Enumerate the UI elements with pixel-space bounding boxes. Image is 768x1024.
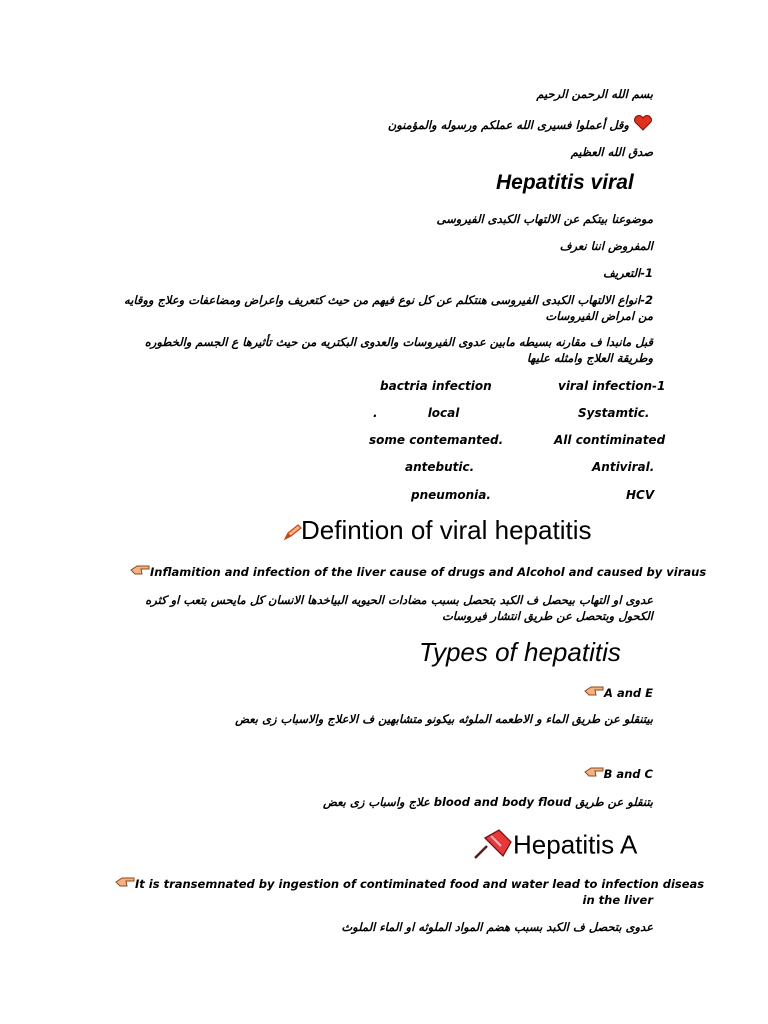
intro-line-1: موضوعنا بيتكم عن الالتهاب الكبدى الفيروسى [436,212,653,226]
types-b-c-label-row [110,766,653,783]
pointing-hand-icon [584,685,604,702]
hepatitis-a-english-1: It is transemnated by ingestion of contiminated food and water lead to infection diseas [135,877,705,891]
intro-line-2: المفروض اننا نعرف [559,239,653,253]
intro-line-4: 2-انواع الالتهاب الكبدى الفيروسى هنتكلم عن كل نوع فيهم من حيث كتعريف واعراض ومضاعفات وعلاج ووقايه من امراض الفيروسات [124,293,653,323]
comparison-left-4: antebutic. [405,460,475,474]
hepatitis-a-heading: Hepatitis A [513,829,638,860]
sadaqa: صدق الله العظيم [570,145,653,159]
types-a-e-label: A and E [604,686,653,700]
hepatitis-a-english-row [115,876,705,893]
basmala: بسم الله الرحمن الرحيم [536,87,653,101]
comparison-right-2: Systamtic. [578,406,650,420]
hepatitis-a-heading-row [471,826,637,867]
hepatitis-a-arabic: عدوى بتحصل ف الكبد بسبب هضم المواد الملوثه او الماء الملوث [341,920,653,934]
comparison-right-1: viral infection-1 [558,379,666,393]
page-title: Hepatitis viral [496,171,634,194]
definition-heading-row [283,515,591,548]
verse-line [110,115,653,136]
types-heading: Types of hepatitis [419,637,621,667]
intro-line-3: 1-التعريف [603,266,653,280]
comparison-left-5: pneumonia. [411,488,491,502]
definition-english: Inflamition and infection of the liver cause of drugs and Alcohol and caused by viraus [150,565,707,579]
types-b-c-label: B and C [603,767,653,781]
verse: وقل أعملوا فسيرى الله عملكم ورسوله والمؤمنون [387,118,629,132]
comparison-right-4: Antiviral. [592,460,655,474]
types-a-e-label-row [110,685,653,702]
pointing-hand-icon [584,766,604,783]
types-a-e-text: بيتنقلو عن طريق الماء و الاطعمه الملوثه بيكونو متشابهين ف الاعلاج والاسباب زى بعض [235,712,653,726]
definition-arabic: عدوى او التهاب بيحصل ف الكبد بتحصل بسبب مضادات الحيويه البياخدها الانسان كل مايحس بتعب او كثره الكحول وبتحصل عن طريق انتشار فيروسات [145,593,653,623]
types-b-c-text: بتنقلو عن طريق blood and body floud علاج واسباب زى بعض [322,795,653,809]
comparison-left-1: bactria infection [380,379,492,393]
comparison-left-3: some contemanted. [369,433,504,447]
pointing-hand-icon [130,564,150,581]
push-pin-icon [471,826,513,867]
heart-icon [633,115,653,136]
intro-line-5: قبل مانبدا ف مقارنه بسيطه مابين عدوى الفيروسات والعدوى البكتريه من حيث تأثيرها ع الجسم والخطوره وطريقة العلاج وامثله عليها [144,335,653,365]
pointing-hand-icon [115,876,135,893]
definition-heading: Defintion of viral hepatitis [301,515,592,545]
comparison-left-2: . local [373,406,460,420]
comparison-right-3: All contiminated [554,433,666,447]
definition-english-row [130,564,707,581]
comparison-right-5: HCV [626,488,655,502]
hepatitis-a-english-2: in the liver [582,893,653,907]
pencil-icon [283,517,303,548]
